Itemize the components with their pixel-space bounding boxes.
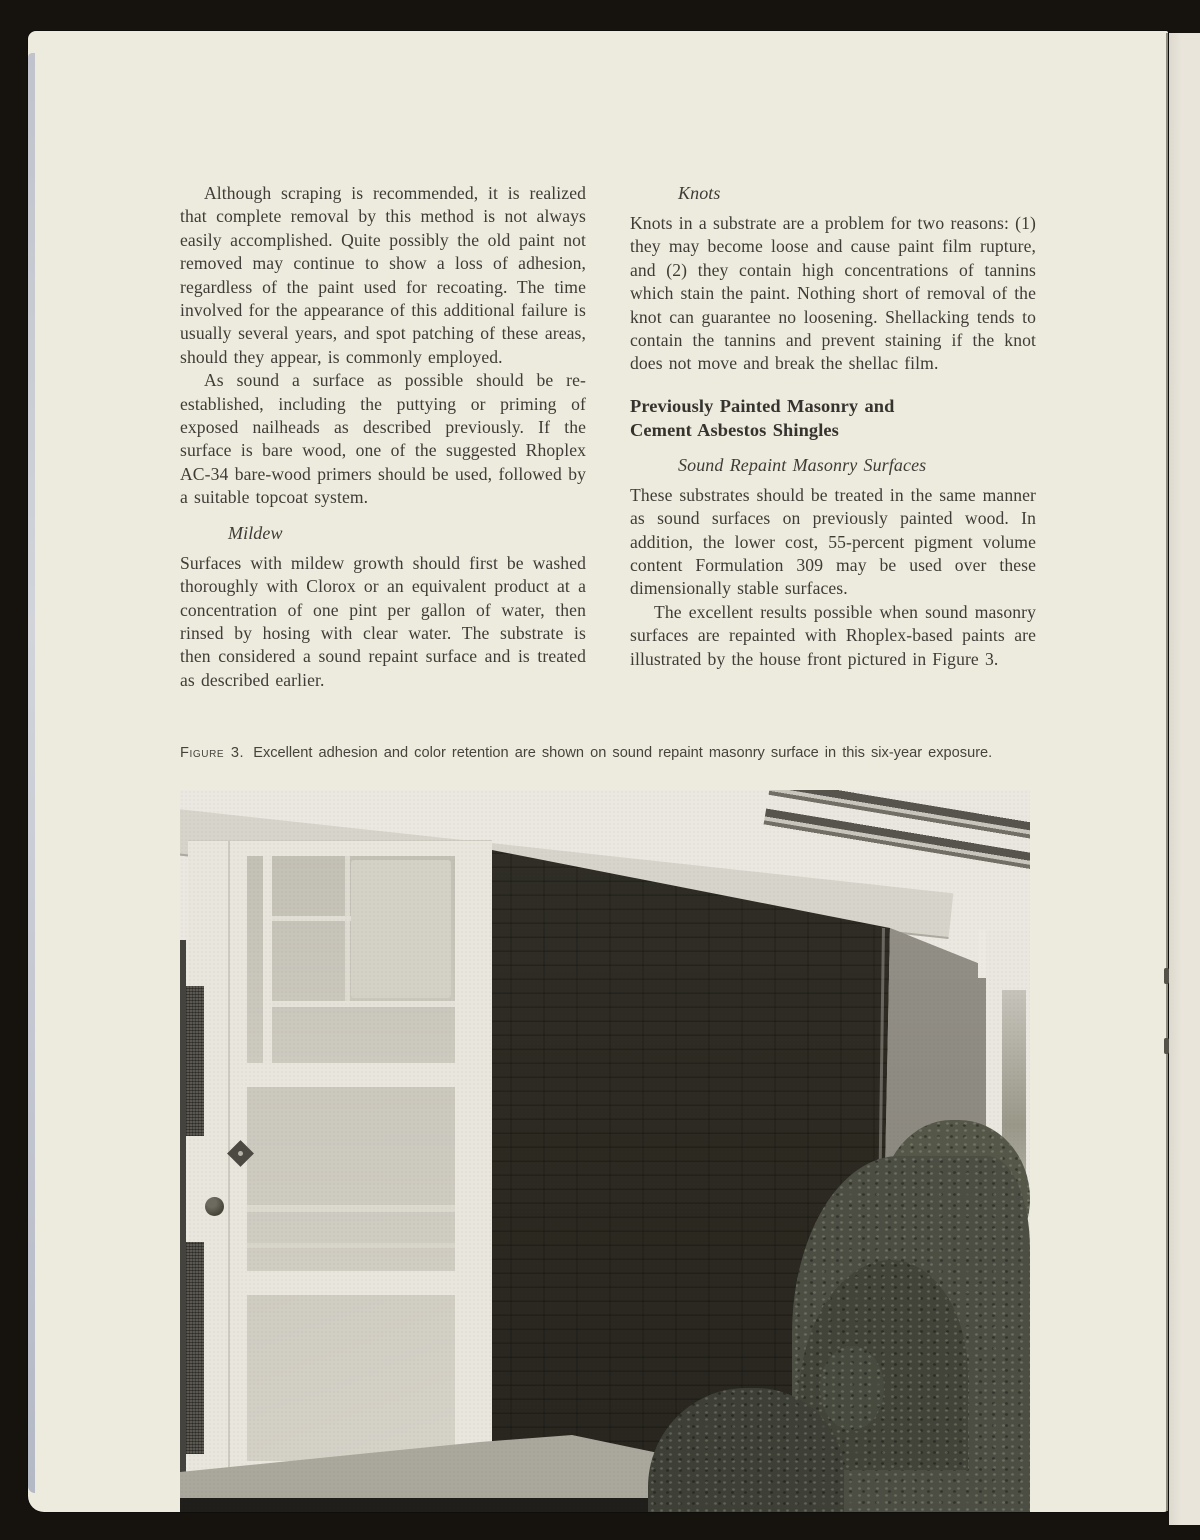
heading-sound-repaint: Sound Repaint Masonry Surfaces	[678, 454, 927, 475]
book-page	[28, 31, 1168, 1512]
photo-halftone-grain	[180, 790, 1030, 1512]
paragraph-substrates: These substrates should be treated in the same manner as sound surfaces on previously painted wood. In addition, the lower cost, 55-percent pigment volume content Formulation 309 may be used over these dimensionally stable surfaces.	[630, 484, 1036, 599]
binding-gutter-line	[1166, 33, 1168, 1511]
figure-caption-text: Excellent adhesion and color retention are shown on sound repaint masonry surface in this six-year exposure.	[253, 745, 993, 761]
heading-masonry-line2: Cement Asbestos Shingles	[630, 419, 839, 440]
heading-masonry-line1: Previously Painted Masonry and	[630, 395, 895, 416]
figure-caption	[180, 744, 1046, 763]
paragraph-excellent-results: The excellent results possible when sound masonry surfaces are repainted with Rhoplex-based paints are illustrated by the house front pictured in Figure 3.	[630, 601, 1036, 669]
figure-3-photo	[180, 790, 1030, 1512]
next-page-edge	[1169, 33, 1200, 1525]
heading-masonry	[630, 394, 1036, 442]
paragraph-mildew: Surfaces with mildew growth should first be washed thoroughly with Clorox or an equivalent product at a concentration of one pint per gallon of water, then rinsed by hosing with clear water. The substrate is then considered a sound repaint surface and is treated as described earlier.	[180, 552, 586, 690]
binding-stitch-1	[1164, 968, 1169, 984]
right-text-column	[630, 182, 1036, 671]
paragraph-sound-surface: As sound a surface as possible should be re-established, including the puttying or priming of exposed nailheads as described previously. If the surface is bare wood, one of the suggested Rhoplex AC-34 bare-wood primers should be used, followed by a suitable topcoat system.	[180, 370, 586, 508]
left-text-column	[180, 182, 586, 692]
paragraph-knots: Knots in a substrate are a problem for two reasons: (1) they may become loose and cause paint film rupture, and (2) they contain high concentrations of tannins which stain the paint. Nothing short of removal of the knot can guarantee no loosening. Shellacking tends to contain the tannins and prevent staining if the knot does not move and break the shellac film.	[630, 213, 1036, 374]
binding-stitch-2	[1164, 1038, 1169, 1054]
page-edge-highlight	[28, 53, 35, 1493]
paragraph-scraping: Although scraping is recommended, it is realized that complete removal by this method is not always easily accomplished. Quite possibly the old paint not removed may continue to show a loss of adhesion, regardless of the paint used for recoating. The time involved for the appearance of this additional failure is usually several years, and spot patching of these areas, should they appear, is commonly employed.	[180, 183, 586, 367]
heading-knots: Knots	[678, 183, 721, 203]
heading-mildew: Mildew	[228, 522, 283, 543]
figure-label: Figure 3.	[180, 745, 245, 761]
